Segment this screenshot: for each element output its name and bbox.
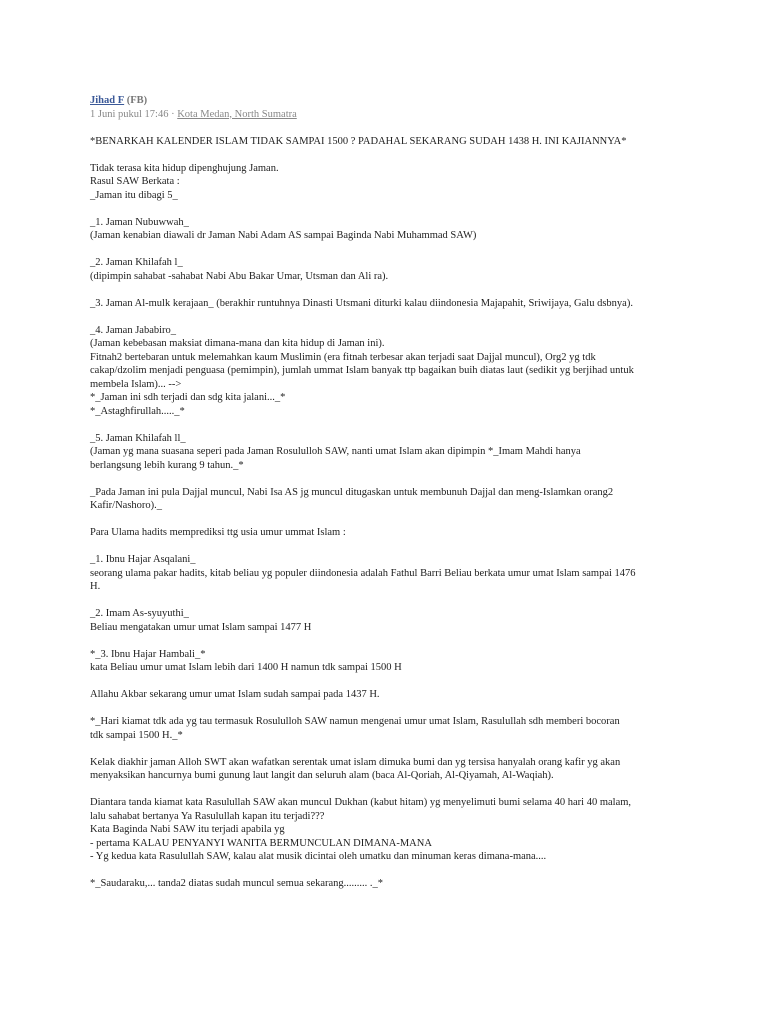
text-line: _Jaman itu dibagi 5_ [90, 189, 178, 201]
text-line: Tidak terasa kita hidup dipenghujung Jaman. [90, 162, 279, 174]
paragraph [90, 756, 690, 783]
paragraph [90, 216, 690, 243]
text-line: (Jaman kenabian diawali dr Jaman Nabi Adam AS sampai Baginda Nabi Muhammad SAW) [90, 230, 477, 241]
paragraph [90, 297, 690, 311]
paragraph [90, 553, 690, 594]
text-line: *_Saudaraku,... tanda2 diatas sudah muncul semua sekarang......... ._* [90, 878, 384, 889]
text-line: tdk sampai 1500 H._* [90, 729, 183, 741]
paragraph [90, 324, 690, 419]
text-line: Beliau mengatakan umur umat Islam sampai 1477 H [90, 621, 312, 633]
text-line: berlangsung lebih kurang 9 tahun._* [90, 459, 244, 471]
post-content [90, 94, 690, 891]
text-line: *_Hari kiamat tdk ada yg tau termasuk Rosululloh SAW namun mengenai umur umat Islam, Rasulullah sdh memberi bocoran [90, 716, 620, 727]
text-line: *_Astaghfirullah....._* [90, 405, 185, 417]
text-line: *_Jaman ini sdh terjadi dan sdg kita jalani..._* [90, 392, 286, 403]
text-line: lalu sahabat bertanya Ya Rasulullah kapan itu terjadi??? [90, 810, 325, 822]
text-line: _1. Ibnu Hajar Asqalani_ [90, 554, 196, 565]
post-date: 1 Juni pukul 17:46 · [90, 108, 178, 120]
text-line: _5. Jaman Khilafah ll_ [90, 432, 186, 444]
text-line: Rasul SAW Berkata : [90, 176, 180, 187]
text-line: Fitnah2 bertebaran untuk melemahkan kaum Muslimin (era fitnah terbesar akan terjadi saat Dajjal muncul), Org2 yg tdk [90, 351, 596, 363]
text-line: *_3. Ibnu Hajar Hambali_* [90, 648, 206, 660]
text-line: (Jaman kebebasan maksiat dimana-mana dan kita hidup di Jaman ini). [90, 338, 385, 349]
paragraph [90, 486, 690, 513]
text-line: - Yg kedua kata Rasulullah SAW, kalau alat musik dicintai oleh umatku dan minuman keras dimana-mana.... [90, 851, 547, 862]
paragraph [90, 607, 690, 634]
text-line: Kata Baginda Nabi SAW itu terjadi apabila yg [90, 824, 285, 835]
text-line: Kafir/Nashoro)._ [90, 500, 163, 511]
post-meta [90, 108, 690, 122]
source-label: (FB) [126, 95, 148, 106]
paragraph [90, 796, 690, 864]
text-line: cakap/dzolim menjadi penguasa (pemimpin), jumlah ummat Islam banyak ttp bagaikan buih diatas laut (sedikit yg berjihad untuk [90, 365, 634, 376]
author-link[interactable]: Jihad F [90, 95, 125, 106]
text-line: _2. Imam As-syuyuthi_ [90, 608, 189, 619]
text-line: - pertama KALAU PENYANYI WANITA BERMUNCULAN DIMANA-MANA [90, 837, 432, 849]
text-line: (dipimpin sahabat -sahabat Nabi Abu Bakar Umar, Utsman dan Ali ra). [90, 270, 389, 282]
paragraph [90, 688, 690, 702]
paragraph [90, 135, 690, 149]
text-line: (Jaman yg mana suasana seperi pada Jaman Rosululloh SAW, nanti umat Islam akan dipimpin *_Imam Mahdi hanya [90, 446, 581, 457]
text-line: _3. Jaman Al-mulk kerajaan_ (berakhir runtuhnya Dinasti Utsmani diturki kalau diindonesia Majapahit, Sriwijaya, Galu dsbnya). [90, 297, 633, 309]
paragraph [90, 162, 690, 203]
text-line: *BENARKAH KALENDER ISLAM TIDAK SAMPAI 1500 ? PADAHAL SEKARANG SUDAH 1438 H. INI KAJIANNYA* [90, 135, 627, 147]
paragraph [90, 432, 690, 473]
paragraph [90, 877, 690, 891]
text-line: seorang ulama pakar hadits, kitab beliau yg populer diindonesia adalah Fathul Barri Beliau berkata umur umat Islam sampai 1476 [90, 567, 636, 579]
text-line: _2. Jaman Khilafah l_ [90, 257, 183, 268]
text-line: Kelak diakhir jaman Alloh SWT akan wafatkan serentak umat islam dimuka bumi dan yg tersisa hanyalah orang kafir yg akan [90, 756, 621, 768]
text-line: Allahu Akbar sekarang umur umat Islam sudah sampai pada 1437 H. [90, 689, 380, 700]
text-line: menyaksikan hancurnya bumi gunung laut langit dan seluruh alam (baca Al-Qoriah, Al-Qiyamah, Al-Waqiah). [90, 770, 554, 781]
text-line: H. [90, 581, 101, 592]
text-line: Para Ulama hadits memprediksi ttg usia umur ummat Islam : [90, 527, 346, 538]
text-line: Diantara tanda kiamat kata Rasulullah SAW akan muncul Dukhan (kabut hitam) yg menyelimuti bumi selama 40 hari 40 malam, [90, 797, 632, 808]
post-body [90, 135, 690, 891]
location-link[interactable]: Kota Medan, North Sumatra [177, 108, 297, 120]
text-line: _4. Jaman Jababiro_ [90, 324, 177, 336]
paragraph [90, 715, 690, 742]
post-header [90, 94, 690, 108]
paragraph [90, 526, 690, 540]
paragraph [90, 256, 690, 283]
text-line: _Pada Jaman ini pula Dajjal muncul, Nabi Isa AS jg muncul ditugaskan untuk membunuh Dajjal dan meng-Islamkan orang2 [90, 486, 614, 498]
text-line: _1. Jaman Nubuwwah_ [90, 216, 189, 228]
paragraph [90, 648, 690, 675]
text-line: membela Islam)... --> [90, 378, 182, 390]
text-line: kata Beliau umur umat Islam lebih dari 1400 H namun tdk sampai 1500 H [90, 662, 402, 673]
